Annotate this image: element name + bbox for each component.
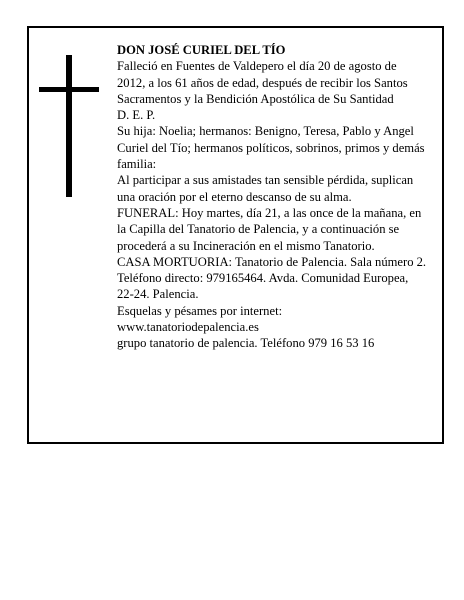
cross-vertical-bar bbox=[66, 55, 72, 197]
funeral-home-info: CASA MORTUORIA: Tanatorio de Palencia. Sala número 2. Teléfono directo: 979165464. Avda. Comunidad Europea, 22-24. Palencia. bbox=[117, 254, 427, 302]
website-link[interactable]: www.tanatoriodepalencia.es bbox=[117, 320, 259, 335]
contact-phone: grupo tanatorio de palencia. Teléfono 979 16 53 16 bbox=[117, 336, 375, 351]
deceased-name: DON JOSÉ CURIEL DEL TÍO bbox=[117, 43, 286, 57]
rip-line: D. E. P. bbox=[117, 108, 156, 123]
cross-horizontal-bar bbox=[39, 87, 99, 92]
death-details: Falleció en Fuentes de Valdepero el día 20 de agosto de 2012, a los 61 años de edad, después de recibir los Santos Sacramentos y la Bendición Apostólica de Su Santidad bbox=[117, 59, 408, 106]
cross-icon bbox=[39, 55, 101, 197]
family-list: Su hija: Noelia; hermanos: Benigno, Teresa, Pablo y Angel Curiel del Tío; hermanos políticos, sobrinos, primos y demás familia: bbox=[117, 124, 425, 172]
notice-text bbox=[117, 42, 427, 352]
obituary-notice bbox=[27, 26, 444, 444]
online-condolences-label: Esquelas y pésames por internet: bbox=[117, 303, 283, 318]
funeral-info: FUNERAL: Hoy martes, día 21, a las once de la mañana, en la Capilla del Tanatorio de Palencia, y a continuación se procederá a su Incineración en el mismo Tanatorio. bbox=[117, 205, 422, 253]
prayer-request: Al participar a sus amistades tan sensible pérdida, suplican una oración por el eterno descanso de su alma. bbox=[117, 173, 414, 204]
